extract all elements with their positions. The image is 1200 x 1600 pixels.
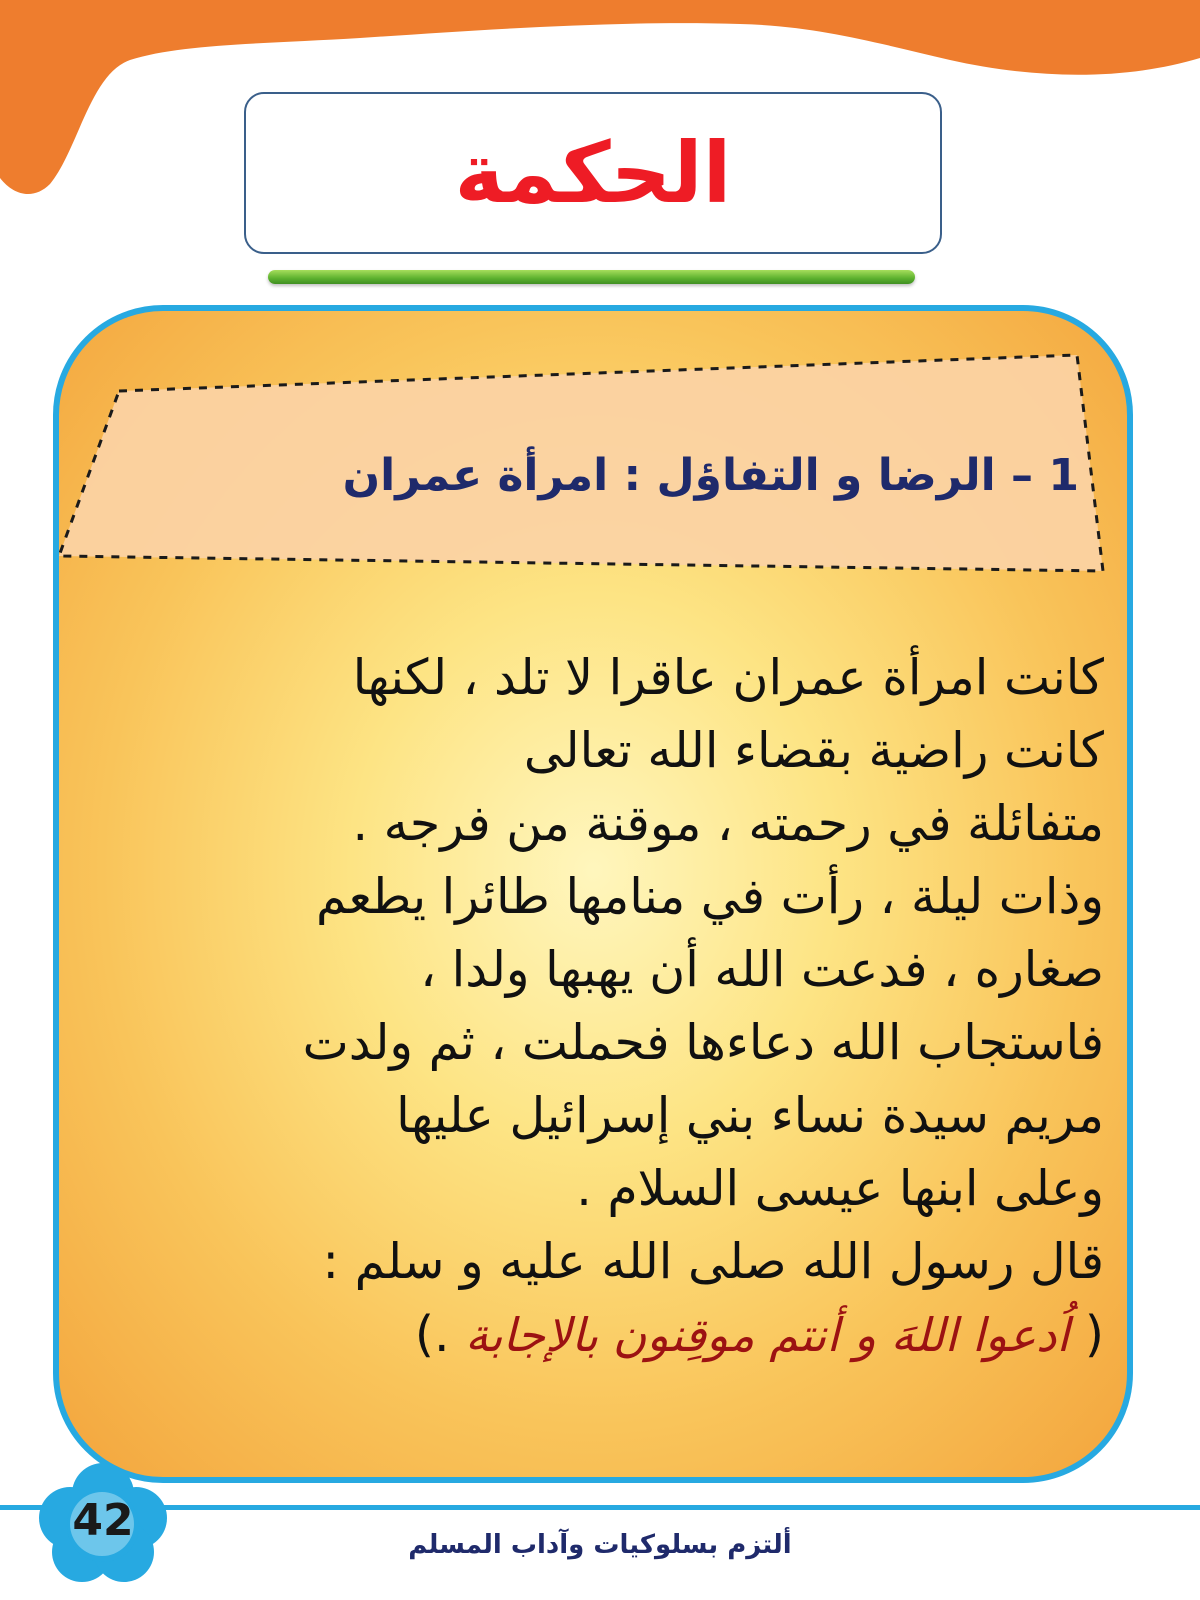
story-line: متفائلة في رحمته ، موقنة من فرجه . — [352, 795, 1104, 852]
story-line: كانت راضية بقضاء الله تعالى — [523, 722, 1104, 779]
footer-rule — [0, 1505, 1200, 1510]
hadith-close-paren: .) — [414, 1306, 450, 1363]
story-line: قال رسول الله صلى الله عليه و سلم : — [322, 1233, 1104, 1290]
story-line: وعلى ابنها عيسى السلام . — [576, 1160, 1104, 1217]
story-line: كانت امرأة عمران عاقرا لا تلد ، لكنها — [352, 649, 1104, 706]
page-number: 42 — [72, 1495, 134, 1546]
hadith-line — [119, 1298, 1104, 1371]
story-body — [119, 641, 1104, 1371]
title-box — [244, 92, 942, 254]
story-line: وذات ليلة ، رأت في منامها طائرا يطعم — [316, 868, 1104, 925]
story-line: مريم سيدة نساء بني إسرائيل عليها — [396, 1087, 1104, 1144]
story-line: صغاره ، فدعت الله أن يهبها ولدا ، — [420, 941, 1104, 998]
page-title: الحكمة — [454, 124, 732, 222]
hadith-quote: اُدعوا اللهَ و أنتم موقِنون بالإجابة — [465, 1308, 1070, 1362]
story-card — [53, 305, 1133, 1483]
section-title: 1 – الرضا و التفاؤل : امرأة عمران — [342, 450, 1079, 501]
story-line: فاستجاب الله دعاءها فحملت ، ثم ولدت — [302, 1014, 1104, 1071]
hadith-open-paren: ( — [1084, 1306, 1104, 1363]
footer-series-title: ألتزم بسلوكيات وآداب المسلم — [408, 1530, 792, 1560]
green-divider-bar — [268, 270, 915, 284]
